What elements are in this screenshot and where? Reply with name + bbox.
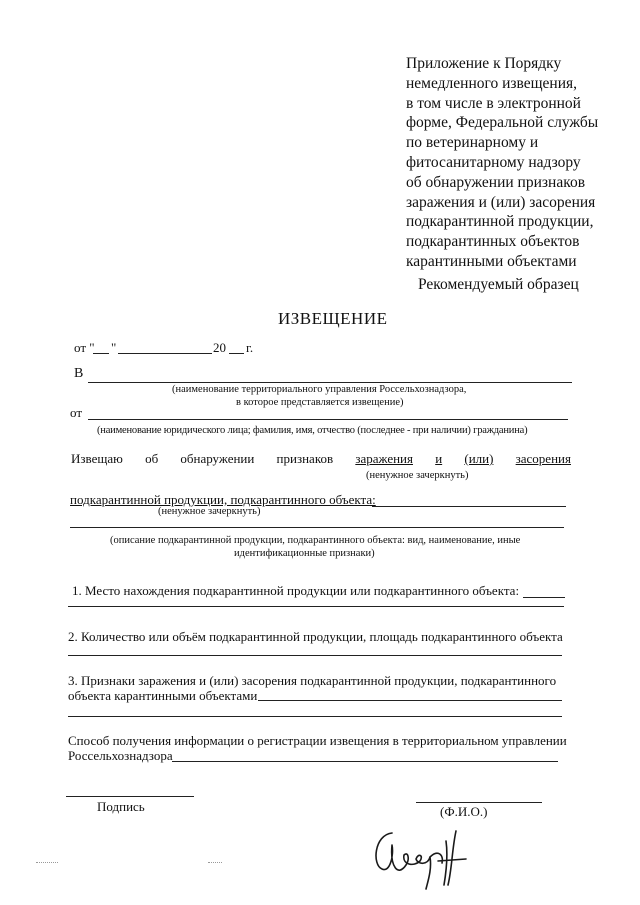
signs-field[interactable]	[258, 700, 562, 701]
name-label: (Ф.И.О.)	[440, 804, 488, 819]
appendix-line: подкарантинной продукции,	[406, 213, 594, 231]
appendix-line: подкарантинных объектов	[406, 233, 580, 251]
appendix-line: фитосанитарному надзору	[406, 153, 581, 171]
signature-field[interactable]	[66, 796, 194, 797]
month-field[interactable]	[118, 353, 212, 354]
handwritten-signature-icon	[368, 825, 478, 895]
scan-mark	[36, 862, 58, 863]
registration-method: Россельхознадзора	[68, 748, 173, 763]
option-or[interactable]: (или)	[464, 451, 494, 466]
sample-label: Рекомендуемый образец	[418, 276, 579, 293]
document-title: ИЗВЕЩЕНИЕ	[278, 309, 388, 328]
year-suffix: г.	[246, 340, 254, 355]
item-signs: объекта карантинными объектами	[68, 688, 258, 703]
object-options[interactable]: подкарантинной продукции, подкарантинного объекта:	[70, 492, 376, 507]
scan-mark	[208, 862, 222, 863]
to-label: В	[74, 366, 84, 381]
notify-sentence	[71, 451, 571, 467]
date-quote-close: "	[111, 340, 117, 355]
appendix-line: заражения и (или) засорения	[406, 193, 596, 211]
quantity-field[interactable]	[68, 655, 562, 656]
notify-word: признаков	[276, 451, 334, 466]
name-field[interactable]	[416, 802, 542, 803]
location-field[interactable]	[523, 597, 565, 598]
item-signs: 3. Признаки заражения и (или) засорения подкарантинной продукции, подкарантинного	[68, 673, 557, 688]
from-label: от	[70, 405, 83, 420]
description-hint: (описание подкарантинной продукции, подкарантинного объекта: вид, наименование, иные	[110, 535, 521, 546]
item-quantity: 2. Количество или объём подкарантинной продукции, площадь подкарантинного объекта	[68, 629, 563, 644]
notify-word: об	[145, 451, 159, 466]
appendix-line: в том числе в электронной	[406, 94, 581, 112]
strike-hint: (ненужное зачеркнуть)	[158, 506, 261, 517]
appendix-line: карантинными объектами	[406, 252, 577, 270]
option-and[interactable]: и	[435, 451, 443, 466]
year-field[interactable]	[229, 353, 244, 354]
sender-hint: (наименование юридического лица; фамилия, имя, отчество (последнее - при наличии) гражданина)	[97, 425, 528, 436]
appendix-line: форме, Федеральной службы	[406, 114, 599, 132]
item-location: 1. Место нахождения подкарантинной продукции или подкарантинного объекта:	[72, 583, 520, 598]
recipient-hint: (наименование территориального управления Россельхознадзора,	[172, 384, 467, 395]
description-hint: идентификационные признаки)	[234, 548, 375, 559]
notify-word: Извещаю	[71, 451, 123, 466]
appendix-line: Приложение к Порядку	[406, 55, 562, 72]
location-field-2[interactable]	[68, 606, 564, 607]
day-field[interactable]	[93, 353, 109, 354]
description-field[interactable]	[70, 527, 564, 528]
sender-field[interactable]	[88, 419, 568, 420]
strike-hint: (ненужное зачеркнуть)	[366, 470, 469, 481]
appendix-note	[406, 54, 598, 272]
appendix-line: по ветеринарному и	[406, 134, 539, 152]
signature-label: Подпись	[97, 799, 145, 814]
signs-field-2[interactable]	[68, 716, 562, 717]
appendix-line: немедленного извещения,	[406, 74, 578, 92]
year-prefix: 20	[213, 340, 226, 355]
option-contamination[interactable]: засорения	[515, 451, 571, 466]
recipient-hint: в которое представляется извещение)	[236, 397, 404, 408]
registration-field[interactable]	[172, 761, 558, 762]
option-infection[interactable]: заражения	[355, 451, 413, 466]
object-field[interactable]	[372, 506, 566, 507]
notify-word: обнаружении	[180, 451, 255, 466]
registration-method: Способ получения информации о регистрации извещения в территориальном управлении	[68, 733, 567, 748]
recipient-field[interactable]	[88, 382, 572, 383]
appendix-line: об обнаружении признаков	[406, 173, 586, 191]
date-prefix: от "	[74, 340, 95, 355]
